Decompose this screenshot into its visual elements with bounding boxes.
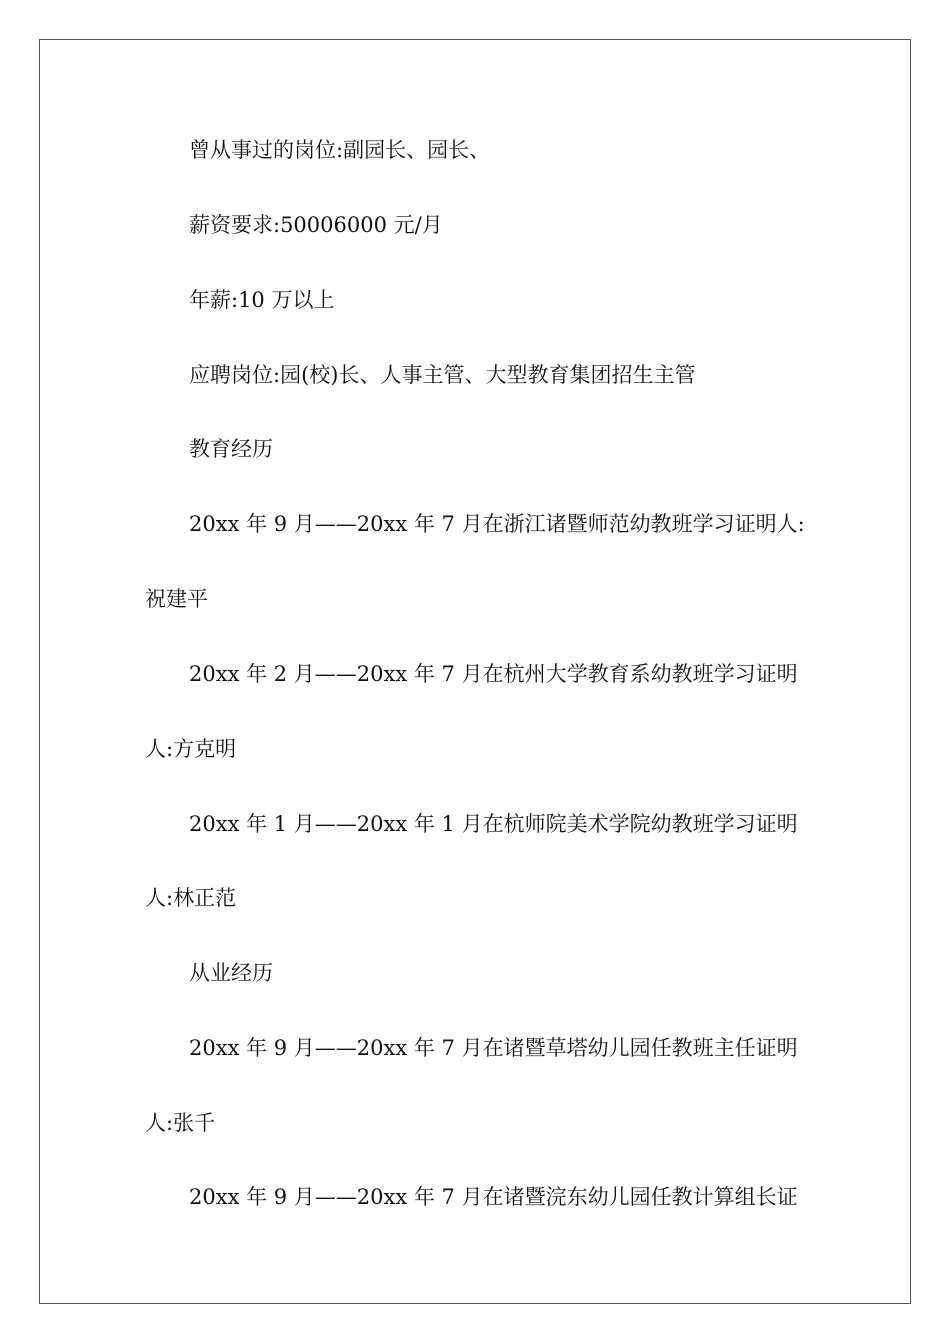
education-entry-2-continued: 人:方克明 xyxy=(145,737,237,761)
education-entry-1-continued: 祝建平 xyxy=(145,587,208,611)
work-entry-2: 20xx 年 9 月——20xx 年 7 月在诸暨浣东幼儿园任教计算组长证 xyxy=(189,1185,798,1209)
work-experience-heading: 从业经历 xyxy=(189,961,273,985)
salary-requirement-line: 薪资要求:50006000 元/月 xyxy=(189,213,443,237)
work-entry-1: 20xx 年 9 月——20xx 年 7 月在诸暨草塔幼儿园任教班主任证明 xyxy=(189,1036,798,1060)
education-entry-3: 20xx 年 1 月——20xx 年 1 月在杭师院美术学院幼教班学习证明 xyxy=(189,812,798,836)
education-entry-2: 20xx 年 2 月——20xx 年 7 月在杭州大学教育系幼教班学习证明 xyxy=(189,662,798,686)
applied-positions-line: 应聘岗位:园(校)长、人事主管、大型教育集团招生主管 xyxy=(189,363,696,387)
education-entry-1: 20xx 年 9 月——20xx 年 7 月在浙江诸暨师范幼教班学习证明人: xyxy=(189,512,805,536)
previous-positions-line: 曾从事过的岗位:副园长、园长、 xyxy=(189,138,491,162)
annual-salary-line: 年薪:10 万以上 xyxy=(189,288,335,312)
education-entry-3-continued: 人:林正范 xyxy=(145,886,237,910)
education-heading: 教育经历 xyxy=(189,437,273,461)
work-entry-1-continued: 人:张千 xyxy=(145,1111,216,1135)
